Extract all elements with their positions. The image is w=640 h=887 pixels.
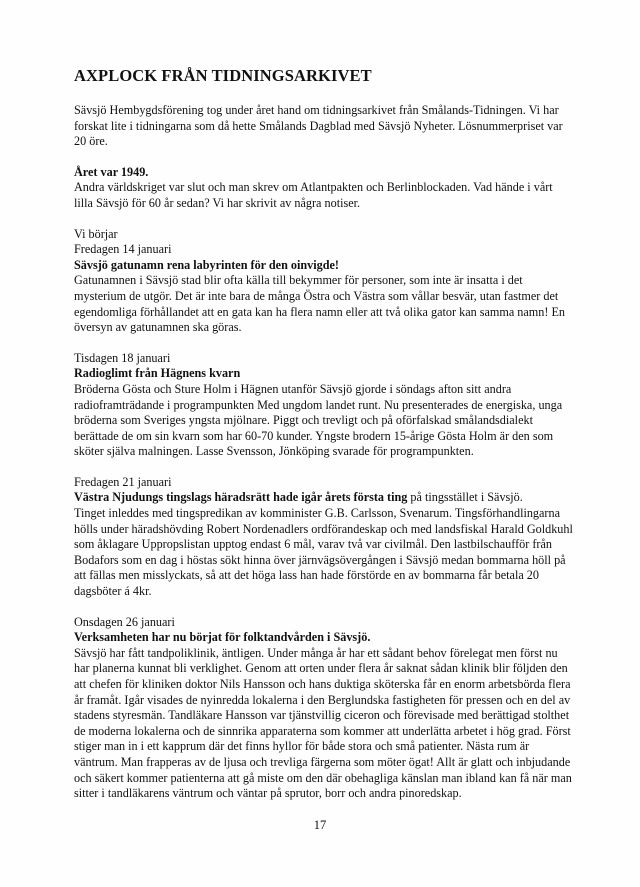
article-date: Onsdagen 26 januari [74, 614, 175, 629]
article-date: Fredagen 14 januari [74, 242, 172, 257]
article-headline-line [74, 630, 574, 646]
article-body: Gatunamnen i Sävsjö stad blir ofta källa till bekymmer för personer, som inte är insatta i det mysterium de utgör. Det är inte bara de många Östra och Västra som vållar besvär, utan fastmer det egendomliga förhållandet att en gata kan ha flera namn eller att två olika gator kan samma namn! En översyn av gatunamnen ska göras. [74, 273, 566, 335]
page-number: 17 [313, 818, 327, 832]
article-date: Tisdagen 18 januari [74, 350, 171, 365]
article-lead: på tingsstället i Sävsjö. [407, 490, 523, 505]
article-headline: Västra Njudungs tingslags häradsrätt hade igår årets första ting [74, 490, 408, 505]
article-body: Tinget inleddes med tingspredikan av komminister G.B. Carlsson, Svenarum. Tingsförhandlingarna hölls under häradshövding Robert Nordenadlers ordförandeskap och med landsfiskal Harald Goldkuhl som åklagare Uppropslistan upptog endast 6 mål, varav två var civilmål. Den lastbilschaufför från Bodafors som en dag i höstas sökt hinna över järnvägsövergången i Sävsjö medan bommarna höll på att fällas men misslyckats, så att det höga lass han hade förstörde en av bommarna får betala 20 dagsböter á 4kr. [74, 506, 573, 599]
article-headline: Sävsjö gatunamn rena labyrinten för den oinvigde! [74, 257, 339, 272]
page-title: AXPLOCK FRÅN TIDNINGSARKIVET [74, 66, 372, 85]
article-body: Sävsjö har fått tandpoliklinik, äntligen. Under många år har ett sådant behov förelegat men först nu har planerna kunnat bli verklighet. Genom att orten under flera år saknat sådan klinik blir följden den att chefen för kliniken doktor Nils Hansson och hans duktiga sköterska får en enorm arbetsbörda flera år framåt. Igår visades de nyinredda lokalerna i den Berglundska fastigheten för pressen och en del av stadens styresmän. Tandläkare Hansson var tjänstvillig ciceron och förevisade med berättigad stolthet de moderna lokalerna och de sinnrika apparaterna som kommer att underlätta arbetet i hög grad. Först stiger man in i ett kapprum där det finns hyllor för både stora och små patienter. Nästa rum är väntrum. Man frapperas av de ljusa och trevliga färgerna som möter ögat! Allt är glatt och inbjudande och säkert kommer patienterna att gå miste om den där obehagliga känslan man ibland kan få när man sitter i tandläkarens väntrum och väntar på sprutor, borr och andra pinoredskap. [74, 645, 572, 801]
article-headline-line [74, 490, 574, 506]
article-headline: Radioglimt från Hägnens kvarn [74, 366, 241, 381]
article-body: Bröderna Gösta och Sture Holm i Hägnen utanför Sävsjö gjorde i söndags afton sitt andra radioframträdande i programpunkten Med ungdom landet runt. Nu presenterades de energiska, unga bröderna som Sveriges yngsta mjölnare. Piggt och trevligt och på oförfalskad smålandsdialekt berättade de om sin kvarn som har 60-70 kunder. Yngste brodern 15-årige Gösta Holm är den som sköter själva malningen. Lasse Svensson, Jönköping svarade för programpunkten. [74, 381, 563, 459]
article-4 [74, 615, 574, 802]
year-section [74, 165, 574, 212]
article-date: Fredagen 21 januari [74, 474, 172, 489]
year-heading: Året var 1949. [74, 164, 149, 179]
article-2 [74, 351, 574, 460]
document-page [74, 66, 574, 817]
article-headline-line [74, 258, 574, 274]
article-headline: Verksamheten har nu börjat för folktandvården i Sävsjö. [74, 630, 371, 645]
article-headline-line [74, 366, 574, 382]
article-1 [74, 242, 574, 336]
intro-paragraph: Sävsjö Hembygdsförening tog under året hand om tidningsarkivet från Smålands-Tidningen. Vi har forskat lite i tidningarna som då hette Smålands Dagblad med Sävsjö Nyheter. Lösnummerpriset var 20 öre. [74, 103, 563, 149]
article-3 [74, 475, 574, 600]
start-label: Vi börjar [74, 226, 118, 241]
year-text: Andra världskriget var slut och man skrev om Atlantpakten och Berlinblockaden. Vad hände i vårt lilla Sävsjö för 60 år sedan? Vi har skrivit av några notiser. [74, 180, 553, 210]
